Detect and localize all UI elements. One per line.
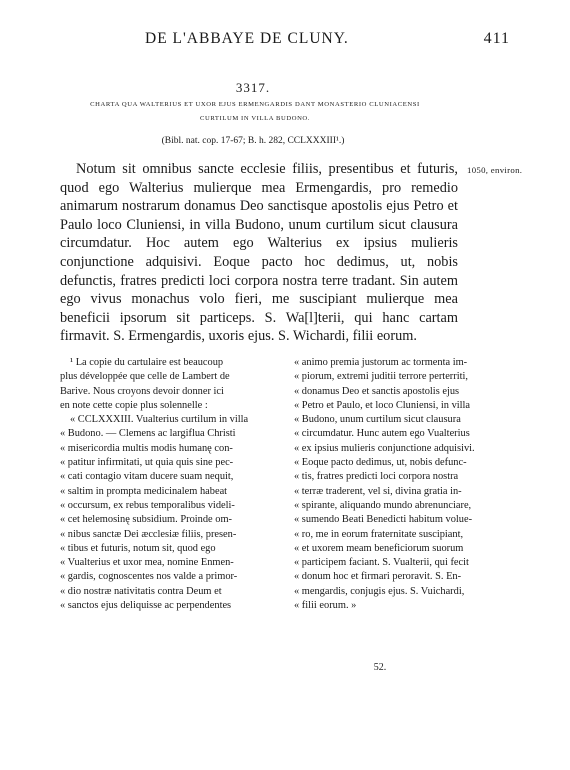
footnote-line: « mengardis, conjugis ejus. S. Vuichardi, [294, 585, 465, 597]
footnote-line: « gardis, cognoscentes nos valde a primor- [60, 571, 238, 583]
footnote-line: « participem faciant. S. Vualterii, qui fecit [294, 557, 469, 569]
footnote-line: « donum hoc et firmari peroravit. S. En- [294, 571, 462, 583]
footnote-line: plus développée que celle de Lambert de [60, 371, 230, 383]
footnote-line: « tis, fratres predicti loci corpora nostra [294, 471, 459, 483]
page-number: 411 [483, 30, 510, 47]
footnote-line: Barive. Nous croyons devoir donner ici [60, 385, 224, 397]
footnote-line: « et uxorem meam beneficiorum suorum [294, 542, 464, 554]
footnote-line: « Budono, unum curtilum sicut clausura [294, 414, 461, 426]
running-head [60, 30, 510, 48]
footnote-line: « sanctos ejus deliquisse ac perpendentes [60, 600, 232, 612]
footnote-line: « Petro et Paulo, et loco Cluniensi, in villa [294, 399, 471, 411]
charter-number: 3317. [235, 80, 271, 95]
footnote [60, 356, 500, 613]
footnote-line: « circumdatur. Hunc autem ego Vualterius [294, 428, 470, 440]
footnote-line: « occursum, ex rebus temporalibus videli- [60, 499, 235, 511]
footnote-line: « Budono. — Clemens ac largiflua Christi [60, 428, 236, 440]
footnote-line: « filii eorum. » [294, 600, 357, 612]
footnote-line: « saltim in prompta medicinalem habeat [60, 485, 228, 497]
charter-title [45, 98, 465, 126]
footnote-line: « piorum, extremi juditii terrore perterriti, [294, 371, 468, 383]
running-title: DE L'ABBAYE DE CLUNY. [145, 30, 349, 47]
footnote-line: « Vualterius et uxor mea, nomine Enmen- [60, 557, 234, 569]
footnote-line: « ex ipsius mulieris conjunctione adquisivi. [294, 442, 475, 454]
footnote-line: « terræ traderent, vel si, divina gratia in- [294, 485, 462, 497]
signature-mark: 52. [373, 662, 387, 673]
charter-text: Notum sit omnibus sancte ecclesie filiis, presentibus et futuris, quod ego Walterius mulierque mea Ermengardis, pro remedio animarum nostrarum donamus Deo sanctisque apostolis ejus Petro et Paulo loco Cluniensi, in villa Budono, unum curtilum sicut clausura circumdatur. Hoc autem ego Walterius ex ipsius mulieris conjunctione adquisivi. Eoque pacto hoc dedimus, ut, nobis defunctis, fratres predicti loci corpora nostra terre tradant. Sin autem ego vivus monachus volo fieri, me suscipiant mulierque mea beneficii ipsorum sit particeps. S. Wa[l]terii, qui hanc cartam firmavit. S. Ermengardis, uxoris ejus. S. Wichardi, filii eorum. [60, 161, 458, 345]
footnote-line: « sumendo Beati Benedicti habitum volue- [294, 514, 473, 526]
footnote-line: « Eoque pacto dedimus, ut, nobis defunc- [294, 457, 467, 469]
footnote-line: ¹ La copie du cartulaire est beaucoup [70, 357, 224, 368]
footnote-line: en note cette copie plus solennelle : [60, 399, 208, 411]
footnote-line: « ro, me in eorum fraternitate suscipiant, [294, 528, 464, 540]
charter-source: (Bibl. nat. cop. 17-67; B. h. 282, CCLXXXIII¹.) [161, 136, 345, 146]
footnote-line: « donamus Deo et sanctis apostolis ejus [294, 385, 460, 397]
footnote-line: « spirante, aliquando mundo abrenunciare, [294, 499, 472, 511]
footnote-line: « cati contagio vitam ducere suam nequit, [60, 471, 234, 483]
charter-body [60, 160, 458, 346]
footnote-line: « dio nostræ nativitatis contra Deum et [60, 585, 222, 597]
footnote-line: « patitur infirmitati, ut quia quis sine pec- [60, 457, 234, 469]
footnote-line: « nibus sanctæ Dei æcclesiæ filiis, presen- [60, 528, 237, 540]
margin-date: 1050, environ. [467, 165, 523, 175]
footnote-left-column [60, 356, 266, 613]
footnote-line: « tibus et futuris, notum sit, quod ego [60, 542, 216, 554]
footnote-line: « cet helemosinę subsidium. Proinde om- [60, 514, 232, 526]
charter-title-line: CHARTA QUA WALTERIUS ET UXOR EJUS ERMENGARDIS DANT MONASTERIO CLUNIACENSI [90, 101, 420, 108]
footnote-line: « animo premia justorum ac tormenta im- [294, 357, 468, 368]
charter-title-line: CURTILUM IN VILLA BUDONO. [199, 115, 311, 122]
footnote-line: « misericordia multis modis humanę con- [60, 442, 233, 454]
footnote-right-column [294, 356, 500, 613]
footnote-line: « CCLXXXIII. Vualterius curtilum in villa [70, 414, 249, 426]
